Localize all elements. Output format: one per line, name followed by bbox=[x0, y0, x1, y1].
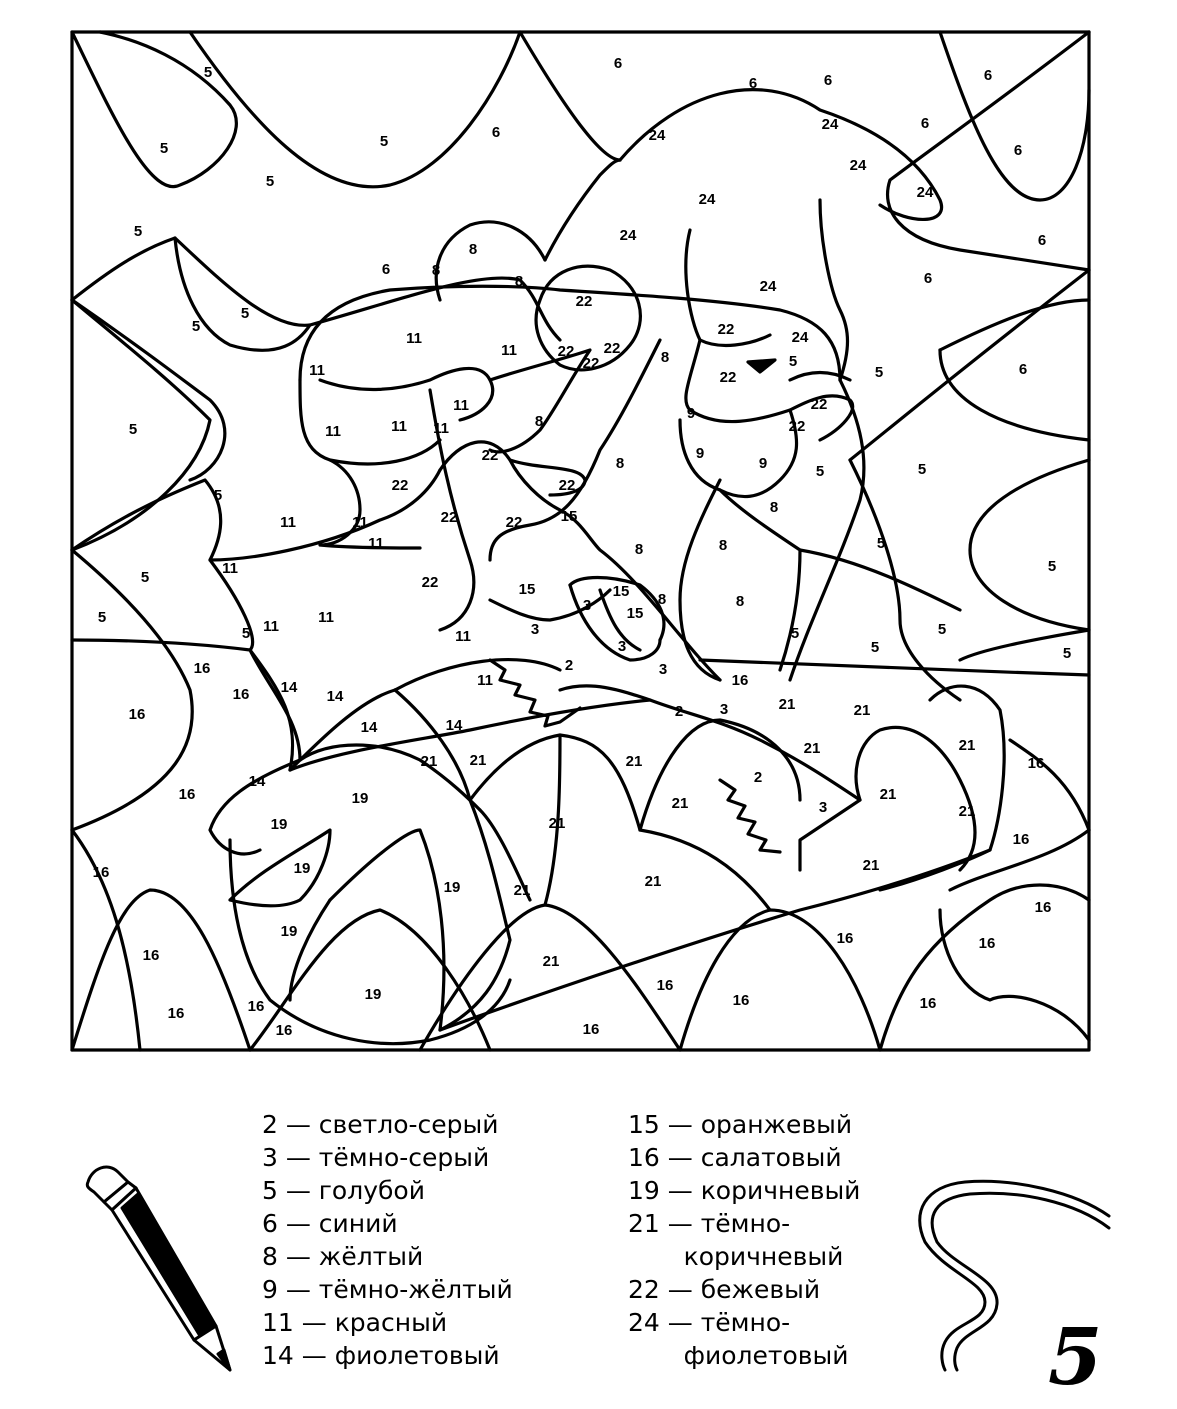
region-number: 24 bbox=[821, 115, 839, 133]
region-number: 5 bbox=[133, 222, 143, 240]
legend-item: 24 — тёмно- bbox=[628, 1308, 791, 1337]
region-number: 9 bbox=[695, 444, 705, 462]
region-number: 22 bbox=[810, 395, 828, 413]
region-number: 19 bbox=[351, 789, 369, 807]
region-number: 19 bbox=[280, 922, 298, 940]
region-number: 21 bbox=[469, 751, 487, 769]
region-number: 16 bbox=[1027, 754, 1045, 772]
region-number: 22 bbox=[391, 476, 409, 494]
region-number: 11 bbox=[325, 422, 341, 440]
region-number: 22 bbox=[440, 508, 458, 526]
region-number: 16 bbox=[178, 785, 196, 803]
region-number: 3 bbox=[582, 596, 592, 614]
region-number: 11 bbox=[309, 361, 325, 379]
region-number: 15 bbox=[626, 604, 644, 622]
region-number: 14 bbox=[360, 718, 378, 736]
region-number: 11 bbox=[263, 617, 279, 635]
region-number: 11 bbox=[477, 671, 493, 689]
region-number: 2 bbox=[564, 656, 574, 674]
region-number: 16 bbox=[232, 685, 250, 703]
region-number: 8 bbox=[634, 540, 644, 558]
region-number: 6 bbox=[823, 71, 833, 89]
region-number: 22 bbox=[505, 513, 523, 531]
region-number: 21 bbox=[420, 752, 438, 770]
region-number: 5 bbox=[241, 624, 251, 642]
region-number: 21 bbox=[513, 881, 531, 899]
region-number: 11 bbox=[391, 417, 407, 435]
region-number: 5 bbox=[213, 486, 223, 504]
legend-item: 16 — салатовый bbox=[628, 1143, 842, 1172]
region-number: 21 bbox=[542, 952, 560, 970]
region-number: 9 bbox=[686, 404, 696, 422]
region-number: 11 bbox=[433, 419, 449, 437]
region-number: 24 bbox=[698, 190, 716, 208]
page-number: 5 bbox=[1048, 1312, 1103, 1403]
region-number: 11 bbox=[280, 513, 296, 531]
region-number: 22 bbox=[717, 320, 735, 338]
region-number: 8 bbox=[431, 261, 441, 279]
region-number: 22 bbox=[575, 292, 593, 310]
region-number: 22 bbox=[719, 368, 737, 386]
legend-item: 21 — тёмно- bbox=[628, 1209, 791, 1238]
region-number: 16 bbox=[836, 929, 854, 947]
puzzle-outlines bbox=[72, 32, 1089, 1050]
region-number: 5 bbox=[97, 608, 107, 626]
region-number: 15 bbox=[612, 582, 630, 600]
region-number: 5 bbox=[788, 352, 798, 370]
legend-item: 22 — бежевый bbox=[628, 1275, 821, 1304]
region-number: 16 bbox=[978, 934, 996, 952]
region-number: 16 bbox=[167, 1004, 185, 1022]
region-number: 3 bbox=[530, 620, 540, 638]
region-number: 16 bbox=[656, 976, 674, 994]
region-number: 24 bbox=[849, 156, 867, 174]
region-number: 19 bbox=[270, 815, 288, 833]
region-number: 5 bbox=[191, 317, 201, 335]
legend-right-column bbox=[628, 1108, 860, 1372]
region-number: 22 bbox=[788, 417, 806, 435]
region-number: 16 bbox=[193, 659, 211, 677]
region-number: 16 bbox=[732, 991, 750, 1009]
region-number: 24 bbox=[791, 328, 809, 346]
region-number: 8 bbox=[660, 348, 670, 366]
region-number: 16 bbox=[128, 705, 146, 723]
region-number: 24 bbox=[916, 183, 934, 201]
region-number: 5 bbox=[159, 139, 169, 157]
legend-item: 5 — голубой bbox=[262, 1176, 425, 1205]
region-number: 16 bbox=[582, 1020, 600, 1038]
region-number: 21 bbox=[803, 739, 821, 757]
region-number: 5 bbox=[128, 420, 138, 438]
region-number: 8 bbox=[718, 536, 728, 554]
region-number: 5 bbox=[815, 462, 825, 480]
region-number: 5 bbox=[379, 132, 389, 150]
region-number: 16 bbox=[731, 671, 749, 689]
legend-item: 2 — светло-серый bbox=[262, 1110, 499, 1139]
region-number: 6 bbox=[983, 66, 993, 84]
region-number: 16 bbox=[919, 994, 937, 1012]
region-number: 22 bbox=[558, 476, 576, 494]
region-number: 15 bbox=[560, 507, 578, 525]
region-number: 5 bbox=[870, 638, 880, 656]
region-number: 6 bbox=[1018, 360, 1028, 378]
region-number: 2 bbox=[674, 702, 684, 720]
region-number: 3 bbox=[617, 637, 627, 655]
legend-item: фиолетовый bbox=[628, 1341, 849, 1370]
region-number: 15 bbox=[518, 580, 536, 598]
region-number: 14 bbox=[248, 772, 266, 790]
region-number: 21 bbox=[879, 785, 897, 803]
region-number: 5 bbox=[937, 620, 947, 638]
region-number: 3 bbox=[818, 798, 828, 816]
region-number: 3 bbox=[658, 660, 668, 678]
region-number: 21 bbox=[625, 752, 643, 770]
region-number: 11 bbox=[455, 627, 471, 645]
region-number: 8 bbox=[534, 412, 544, 430]
region-number: 19 bbox=[364, 985, 382, 1003]
region-number: 21 bbox=[853, 701, 871, 719]
legend-item: 11 — красный bbox=[262, 1308, 448, 1337]
region-number: 22 bbox=[481, 446, 499, 464]
region-number: 24 bbox=[648, 126, 666, 144]
region-number: 19 bbox=[443, 878, 461, 896]
region-number: 24 bbox=[619, 226, 637, 244]
region-number: 6 bbox=[381, 260, 391, 278]
region-number: 5 bbox=[240, 304, 250, 322]
region-number: 5 bbox=[917, 460, 927, 478]
region-number: 5 bbox=[790, 624, 800, 642]
region-number: 6 bbox=[613, 54, 623, 72]
legend-item: 8 — жёлтый bbox=[262, 1242, 424, 1271]
region-number: 16 bbox=[92, 863, 110, 881]
region-number: 14 bbox=[326, 687, 344, 705]
region-number: 5 bbox=[265, 172, 275, 190]
legend-item: 19 — коричневый bbox=[628, 1176, 861, 1205]
legend-item: 6 — синий bbox=[262, 1209, 398, 1238]
region-number: 22 bbox=[557, 342, 575, 360]
region-number: 21 bbox=[671, 794, 689, 812]
legend-item: 3 — тёмно-серый bbox=[262, 1143, 490, 1172]
region-number: 14 bbox=[445, 716, 463, 734]
region-number: 11 bbox=[352, 513, 368, 531]
legend-item: 14 — фиолетовый bbox=[262, 1341, 500, 1370]
region-number: 16 bbox=[142, 946, 160, 964]
region-number: 6 bbox=[748, 74, 758, 92]
puzzle-frame bbox=[72, 32, 1089, 1050]
region-number: 22 bbox=[421, 573, 439, 591]
region-number: 11 bbox=[501, 341, 517, 359]
pencil-icon bbox=[78, 1158, 238, 1378]
region-number: 8 bbox=[769, 498, 779, 516]
region-number: 9 bbox=[758, 454, 768, 472]
region-number: 16 bbox=[1034, 898, 1052, 916]
region-number: 21 bbox=[958, 736, 976, 754]
region-number: 5 bbox=[1062, 644, 1072, 662]
region-number: 21 bbox=[778, 695, 796, 713]
region-number: 3 bbox=[719, 700, 729, 718]
region-number: 5 bbox=[140, 568, 150, 586]
region-number: 2 bbox=[753, 768, 763, 786]
region-number: 8 bbox=[468, 240, 478, 258]
region-number: 5 bbox=[874, 363, 884, 381]
region-number: 11 bbox=[222, 559, 238, 577]
region-number: 11 bbox=[318, 608, 334, 626]
region-number: 21 bbox=[862, 856, 880, 874]
region-number: 5 bbox=[876, 534, 886, 552]
region-number: 11 bbox=[406, 329, 422, 347]
legend-item: 15 — оранжевый bbox=[628, 1110, 853, 1139]
region-number: 8 bbox=[615, 454, 625, 472]
region-number: 21 bbox=[958, 802, 976, 820]
region-number: 6 bbox=[923, 269, 933, 287]
region-number: 21 bbox=[644, 872, 662, 890]
region-number: 22 bbox=[603, 339, 621, 357]
region-number: 16 bbox=[1012, 830, 1030, 848]
region-number: 19 bbox=[293, 859, 311, 877]
region-number: 8 bbox=[514, 272, 524, 290]
region-number: 8 bbox=[735, 592, 745, 610]
legend-item: коричневый bbox=[628, 1242, 844, 1271]
region-number: 16 bbox=[275, 1021, 293, 1039]
region-number: 8 bbox=[657, 590, 667, 608]
legend-left-column bbox=[262, 1108, 513, 1372]
region-number: 5 bbox=[203, 63, 213, 81]
region-number: 6 bbox=[1037, 231, 1047, 249]
region-number: 6 bbox=[920, 114, 930, 132]
region-number: 24 bbox=[759, 277, 777, 295]
region-number: 11 bbox=[368, 534, 384, 552]
region-number: 11 bbox=[453, 396, 469, 414]
region-number: 6 bbox=[491, 123, 501, 141]
legend-item: 9 — тёмно-жёлтый bbox=[262, 1275, 513, 1304]
region-number: 5 bbox=[1047, 557, 1057, 575]
region-number: 21 bbox=[548, 814, 566, 832]
region-number: 6 bbox=[1013, 141, 1023, 159]
region-number: 16 bbox=[247, 997, 265, 1015]
region-number: 14 bbox=[280, 678, 298, 696]
region-number: 22 bbox=[582, 354, 600, 372]
